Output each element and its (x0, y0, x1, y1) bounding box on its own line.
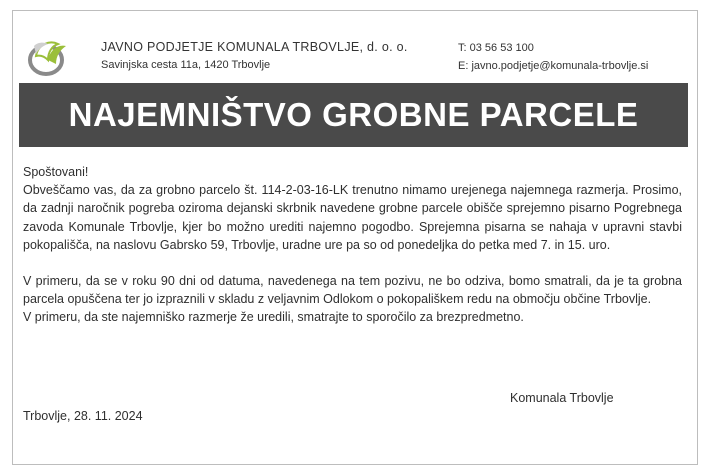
company-name: JAVNO PODJETJE KOMUNALA TRBOVLJE, d. o. o. (101, 40, 408, 54)
company-email: E: javno.podjetje@komunala-trbovlje.si (458, 60, 649, 72)
paragraph-disregard: V primeru, da ste najemniško razmerje že uredili, smatrajte to sporočilo za brezpredmetno. (23, 310, 524, 325)
title-banner (19, 83, 688, 147)
komunala-logo-icon (26, 36, 70, 76)
document-date: Trbovlje, 28. 11. 2024 (23, 409, 143, 423)
greeting: Spoštovani! (23, 165, 89, 179)
signature: Komunala Trbovlje (510, 391, 614, 405)
company-phone: T: 03 56 53 100 (458, 42, 534, 54)
paragraph-notice: Obveščamo vas, da za grobno parcelo št. 114-2-03-16-LK trenutno nimamo urejenega najemnega razmerja. Prosimo, da zadnji naročnik pogreba oziroma dejanski skrbnik navedene grobne parcele obišče sprejemno pisarno Pogrebnega zavoda Komunale Trbovlje, kjer bo možno urediti najemno pogodbo. Sprejemna pisarna se nahaja v upravni stavbi pokopališča, na naslovu Gabrsko 59, Trbovlje, uradne ure pa so od ponedeljka do petka med 7. in 15. uro. (23, 183, 682, 252)
paragraph-deadline: V primeru, da se v roku 90 dni od datuma, navedenega na tem pozivu, ne bo odziva, bomo smatrali, da je ta grobna parcela opuščena ter jo izpraznili v skladu z veljavnim Odlokom o pokopališkem redu na območju občine Trbovlje. (23, 274, 682, 307)
document-title: NAJEMNIŠTVO GROBNE PARCELE (68, 96, 639, 133)
paragraph-gap (23, 254, 682, 272)
company-address: Savinjska cesta 11a, 1420 Trbovlje (101, 59, 271, 71)
letter-body (23, 163, 682, 327)
